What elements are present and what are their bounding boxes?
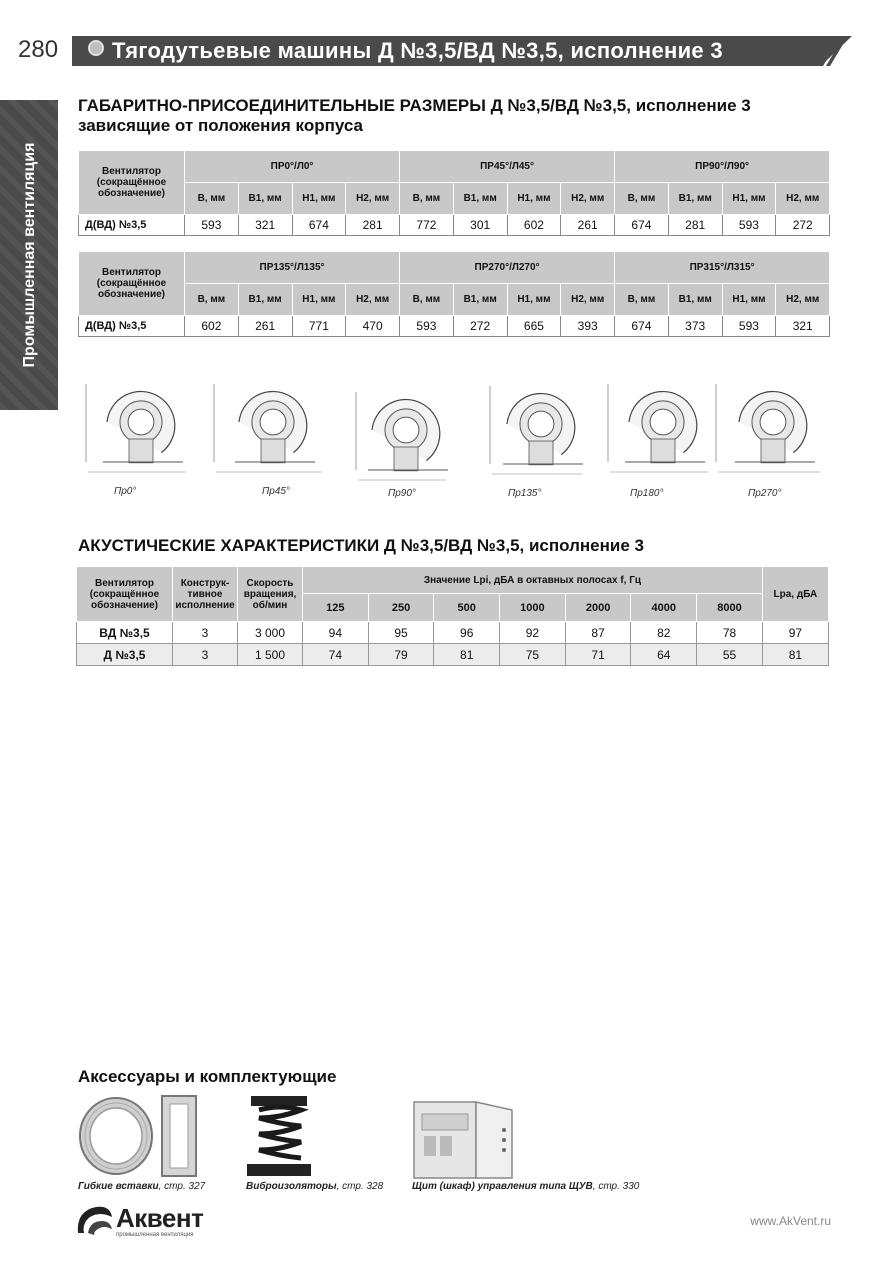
table-cell: 593 bbox=[722, 215, 776, 236]
table-cell: 602 bbox=[507, 215, 561, 236]
flexible-insert-image bbox=[78, 1094, 198, 1178]
column-header: Н2, мм bbox=[776, 284, 830, 316]
accessory-caption bbox=[246, 1181, 383, 1192]
table-cell: 593 bbox=[185, 215, 239, 236]
table-cell: 95 bbox=[368, 622, 434, 644]
table-cell: 1 500 bbox=[238, 644, 303, 666]
akvent-logo-icon bbox=[74, 1203, 114, 1237]
column-header: Н2, мм bbox=[346, 284, 400, 316]
column-header: В1, мм bbox=[668, 183, 722, 215]
dimensions-title-line2: зависящие от положения корпуса bbox=[78, 116, 364, 135]
band-header: 4000 bbox=[631, 594, 697, 622]
group-header: ПР45°/Л45° bbox=[400, 151, 615, 183]
column-header: В1, мм bbox=[453, 183, 507, 215]
diagram-label: Пр90° bbox=[388, 488, 416, 499]
table-row bbox=[77, 622, 829, 644]
accessory-page: , стр. 328 bbox=[336, 1181, 384, 1192]
band-header: 250 bbox=[368, 594, 434, 622]
accessories-title: Аксессуары и комплектующие bbox=[78, 1067, 337, 1086]
logo-subtitle: промышленная вентиляция bbox=[116, 1232, 194, 1238]
column-header: В, мм bbox=[400, 183, 454, 215]
column-header: Н1, мм bbox=[292, 284, 346, 316]
accessory-name: Виброизоляторы bbox=[246, 1181, 337, 1192]
diagram-label: Пр270° bbox=[748, 488, 782, 499]
table-cell: 373 bbox=[668, 316, 722, 337]
table-cell: 771 bbox=[292, 316, 346, 337]
column-header: Н1, мм bbox=[507, 183, 561, 215]
column-header: В, мм bbox=[615, 284, 669, 316]
table-cell: 75 bbox=[500, 644, 566, 666]
gear-icon bbox=[88, 40, 104, 56]
table-cell: 470 bbox=[346, 316, 400, 337]
table-cell: 674 bbox=[615, 215, 669, 236]
column-header: В1, мм bbox=[238, 284, 292, 316]
table-cell: 78 bbox=[697, 622, 763, 644]
column-header: Н2, мм bbox=[776, 183, 830, 215]
dimensions-table-2 bbox=[78, 251, 830, 337]
fan-diagram bbox=[604, 378, 714, 478]
column-header: В1, мм bbox=[453, 284, 507, 316]
diagram-label: Пр0° bbox=[114, 486, 137, 497]
table-cell: 281 bbox=[668, 215, 722, 236]
diagram-label: Пр45° bbox=[262, 486, 290, 497]
table-cell: 55 bbox=[697, 644, 763, 666]
page-number: 280 bbox=[18, 36, 59, 63]
accessory-page: , стр. 327 bbox=[158, 1181, 206, 1192]
table-cell: 3 bbox=[173, 622, 238, 644]
octave-group-header: Значение Lpi, дБА в октавных полосах f, Гц bbox=[303, 567, 763, 594]
table-row bbox=[77, 644, 829, 666]
row-name: Д(ВД) №3,5 bbox=[79, 215, 185, 236]
table-row bbox=[79, 316, 830, 337]
row-name: Д(ВД) №3,5 bbox=[79, 316, 185, 337]
column-header: Н1, мм bbox=[292, 183, 346, 215]
table-cell: 97 bbox=[762, 622, 828, 644]
table-cell: 772 bbox=[400, 215, 454, 236]
fan-diagram bbox=[210, 378, 328, 478]
dimensions-title-line1: ГАБАРИТНО-ПРИСОЕДИНИТЕЛЬНЫЕ РАЗМЕРЫ Д №3,5/ВД №3,5, исполнение 3 bbox=[78, 96, 751, 115]
group-header: ПР270°/Л270° bbox=[400, 252, 615, 284]
table-cell: 261 bbox=[238, 316, 292, 337]
group-header: ПР0°/Л0° bbox=[185, 151, 400, 183]
table-row bbox=[79, 215, 830, 236]
group-header: ПР315°/Л315° bbox=[615, 252, 830, 284]
table-cell: 3 bbox=[173, 644, 238, 666]
column-header: В, мм bbox=[185, 183, 239, 215]
group-header: ПР135°/Л135° bbox=[185, 252, 400, 284]
column-header: В1, мм bbox=[668, 284, 722, 316]
fan-diagram bbox=[712, 378, 826, 478]
table-cell: 281 bbox=[346, 215, 400, 236]
vibration-isolator-image bbox=[245, 1094, 315, 1178]
table-cell: 321 bbox=[776, 316, 830, 337]
fan-header: Вентилятор (сокращённое обозначение) bbox=[77, 567, 173, 622]
band-header: 8000 bbox=[697, 594, 763, 622]
accessory-name: Щит (шкаф) управления типа ЩУВ bbox=[412, 1181, 593, 1192]
table-cell: 64 bbox=[631, 644, 697, 666]
diagram-label: Пр180° bbox=[630, 488, 664, 499]
table-cell: 3 000 bbox=[238, 622, 303, 644]
table-cell: 81 bbox=[434, 644, 500, 666]
table-cell: 79 bbox=[368, 644, 434, 666]
dimensions-table-1 bbox=[78, 150, 830, 236]
total-header: Lpa, дБА bbox=[762, 567, 828, 622]
accessory-page: , стр. 330 bbox=[592, 1181, 640, 1192]
column-header: Н2, мм bbox=[346, 183, 400, 215]
column-header: Н1, мм bbox=[722, 183, 776, 215]
column-header: В, мм bbox=[615, 183, 669, 215]
table-cell: 272 bbox=[453, 316, 507, 337]
band-header: 1000 bbox=[500, 594, 566, 622]
group-header: ПР90°/Л90° bbox=[615, 151, 830, 183]
accessory-name: Гибкие вставки bbox=[78, 1181, 159, 1192]
column-header: В1, мм bbox=[238, 183, 292, 215]
table-cell: 81 bbox=[762, 644, 828, 666]
column-header: Н1, мм bbox=[722, 284, 776, 316]
website-link[interactable]: www.AkVent.ru bbox=[750, 1214, 831, 1228]
table-cell: 94 bbox=[303, 622, 369, 644]
diagram-label: Пр135° bbox=[508, 488, 542, 499]
table-cell: 593 bbox=[722, 316, 776, 337]
page-title bbox=[88, 38, 723, 64]
band-header: 500 bbox=[434, 594, 500, 622]
logo-text: Аквент bbox=[116, 1203, 204, 1233]
sub-header-row bbox=[79, 183, 830, 215]
fan-diagram bbox=[352, 386, 452, 486]
accessory-caption bbox=[78, 1181, 205, 1192]
column-header: Н2, мм bbox=[561, 183, 615, 215]
table-cell: 74 bbox=[303, 644, 369, 666]
row-name: ВД №3,5 bbox=[77, 622, 173, 644]
table-cell: 87 bbox=[565, 622, 631, 644]
fan-diagram bbox=[82, 378, 192, 478]
table-cell: 261 bbox=[561, 215, 615, 236]
table-cell: 393 bbox=[561, 316, 615, 337]
fan-diagram bbox=[486, 380, 588, 480]
table-cell: 602 bbox=[185, 316, 239, 337]
speed-header: Скорость вращения, об/мин bbox=[238, 567, 303, 622]
control-cabinet-image bbox=[412, 1100, 514, 1180]
fan-header: Вентилятор (сокращённое обозначение) bbox=[79, 252, 185, 316]
design-header: Конструк-тивное исполнение bbox=[173, 567, 238, 622]
table-cell: 96 bbox=[434, 622, 500, 644]
column-header: Н1, мм bbox=[507, 284, 561, 316]
header-stripes-decoration bbox=[808, 36, 848, 66]
table-cell: 92 bbox=[500, 622, 566, 644]
band-header: 2000 bbox=[565, 594, 631, 622]
acoustic-table bbox=[76, 566, 829, 666]
band-header: 125 bbox=[303, 594, 369, 622]
table-cell: 665 bbox=[507, 316, 561, 337]
table-cell: 674 bbox=[615, 316, 669, 337]
page-title-text: Тягодутьевые машины Д №3,5/ВД №3,5, исполнение 3 bbox=[112, 38, 723, 63]
table-cell: 272 bbox=[776, 215, 830, 236]
table-cell: 301 bbox=[453, 215, 507, 236]
row-name: Д №3,5 bbox=[77, 644, 173, 666]
column-header: В, мм bbox=[400, 284, 454, 316]
column-header: Н2, мм bbox=[561, 284, 615, 316]
table-cell: 674 bbox=[292, 215, 346, 236]
fan-header: Вентилятор (сокращённое обозначение) bbox=[79, 151, 185, 215]
table-cell: 593 bbox=[400, 316, 454, 337]
column-header: В, мм bbox=[185, 284, 239, 316]
table-cell: 71 bbox=[565, 644, 631, 666]
sub-header-row bbox=[79, 284, 830, 316]
table-cell: 321 bbox=[238, 215, 292, 236]
side-tab-label: Промышленная вентиляция bbox=[21, 142, 38, 368]
dimensions-title bbox=[78, 96, 751, 136]
table-cell: 82 bbox=[631, 622, 697, 644]
accessory-caption bbox=[412, 1181, 639, 1192]
acoustic-title: АКУСТИЧЕСКИЕ ХАРАКТЕРИСТИКИ Д №3,5/ВД №3,5, исполнение 3 bbox=[78, 536, 644, 555]
